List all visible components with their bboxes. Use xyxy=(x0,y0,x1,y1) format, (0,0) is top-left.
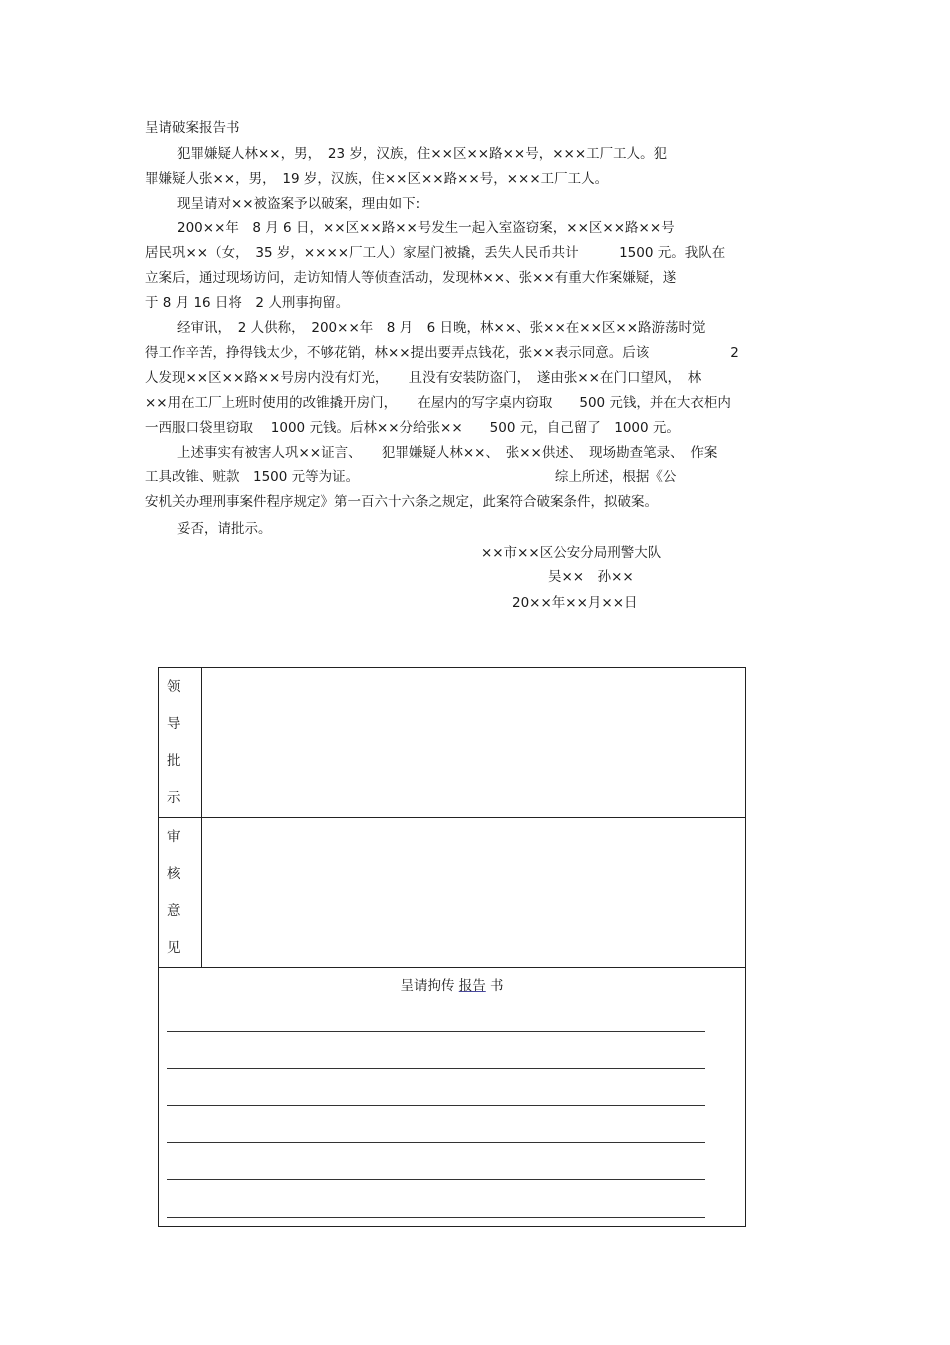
body-line: 经审讯， 2 人供称， 200××年 8 月 6 日晚，林××、张××在××区××路游荡时觉 xyxy=(177,320,706,336)
body-line: 于 8 月 16 日将 2 人刑事拘留。 xyxy=(145,295,350,311)
leader-approval-label xyxy=(159,668,202,817)
body-line: 上述事实有被害人巩××证言、 犯罪嫌疑人林××、 张××供述、 现场勘查笔录、 作案 xyxy=(177,445,718,461)
review-opinion-row xyxy=(159,818,745,968)
summons-report-section xyxy=(159,968,745,1228)
signature-names: 吴×× 孙×× xyxy=(548,569,634,585)
blank-line[interactable] xyxy=(167,1105,705,1106)
label-char: 见 xyxy=(167,940,181,956)
body-line: 妥否，请批示。 xyxy=(177,521,272,537)
label-char: 意 xyxy=(167,903,181,919)
body-line: 居民巩××（女， 35 岁，××××厂工人）家屋门被撬，丢失人民币共计 1500 元。我队在 xyxy=(145,245,726,261)
body-line: 200××年 8 月 6 日，××区××路××号发生一起入室盗窃案，××区××路××号 xyxy=(177,220,675,236)
report-link[interactable]: 报告 xyxy=(458,978,486,994)
summons-title-post: 书 xyxy=(485,978,504,994)
blank-line[interactable] xyxy=(167,1031,705,1032)
label-char: 示 xyxy=(167,790,181,806)
body-line: 安机关办理刑事案件程序规定》第一百六十六条之规定，此案符合破案条件，拟破案。 xyxy=(145,494,658,510)
summons-title-pre: 呈请拘传 xyxy=(400,978,459,994)
signature-unit: ××市××区公安分局刑警大队 xyxy=(481,545,662,561)
leader-approval-row xyxy=(159,668,745,818)
label-char: 审 xyxy=(167,829,181,845)
approval-form-table xyxy=(158,667,746,1227)
label-char: 导 xyxy=(167,716,181,732)
review-opinion-field[interactable] xyxy=(202,818,745,967)
review-opinion-label xyxy=(159,818,202,967)
body-line: 人发现××区××路××号房内没有灯光， 且没有安装防盗门， 遂由张××在门口望风， 林 xyxy=(145,370,702,386)
body-line: 一西服口袋里窃取 1000 元钱。后林××分给张×× 500 元，自己留了 1000 元。 xyxy=(145,420,680,436)
label-char: 批 xyxy=(167,753,181,769)
signature-date: 20××年××月××日 xyxy=(512,595,638,611)
body-line: 立案后，通过现场访问，走访知情人等侦查活动，发现林××、张××有重大作案嫌疑，遂 xyxy=(145,270,677,286)
blank-line[interactable] xyxy=(167,1142,705,1143)
blank-line[interactable] xyxy=(167,1179,705,1180)
body-line: 得工作辛苦，挣得钱太少，不够花销，林××提出要弄点钱花，张××表示同意。后该 2 xyxy=(145,345,739,361)
blank-line[interactable] xyxy=(167,1217,705,1218)
body-line: 罪嫌疑人张××，男， 19 岁，汉族，住××区××路××号，×××工厂工人。 xyxy=(145,171,609,187)
label-char: 核 xyxy=(167,866,181,882)
body-line: 工具改锥、赃款 1500 元等为证。 综上所述，根据《公 xyxy=(145,469,677,485)
summons-report-title xyxy=(159,976,745,996)
report-title: 呈请破案报告书 xyxy=(145,120,240,136)
body-line: ××用在工厂上班时使用的改锥撬开房门， 在屋内的写字桌内窃取 500 元钱，并在大衣柜内 xyxy=(145,395,731,411)
body-line: 现呈请对××被盗案予以破案，理由如下: xyxy=(177,196,421,212)
leader-approval-field[interactable] xyxy=(202,668,745,817)
body-line: 犯罪嫌疑人林××，男， 23 岁，汉族，住××区××路××号，×××工厂工人。犯 xyxy=(177,146,668,162)
label-char: 领 xyxy=(167,679,181,695)
blank-line[interactable] xyxy=(167,1068,705,1069)
